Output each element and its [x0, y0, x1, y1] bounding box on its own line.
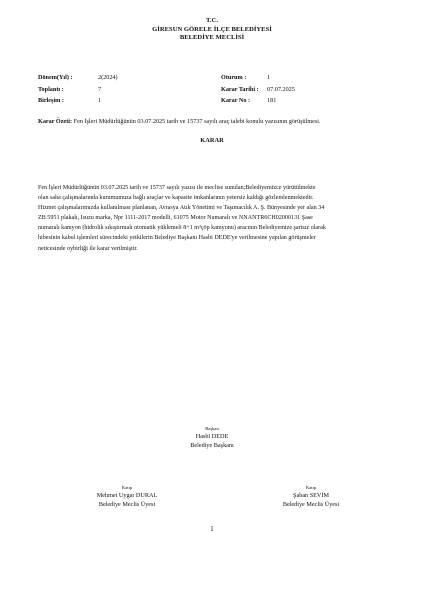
body-line: Fen İşleri Müdürlüğünün 03.07.2025 tarih ve 15737 sayılı yazısı ile meclise sunulan;Belediyemizce yürütülmekte	[38, 185, 316, 191]
signature-role: Katip	[305, 485, 317, 490]
meta-value-oturum: 1	[267, 74, 271, 81]
signature-name: Hasbi DEDE	[195, 433, 229, 440]
karar-ozeti-label: Karar Özeti:	[38, 118, 73, 125]
meta-value-karar-tarihi: 07.07.2025	[267, 85, 295, 93]
body-line: numaralı kamyon (hidrolik sıkıştırmalı otomatik yüklemeli 8+1 m³çöp kamyonu) aracının Belediyemize şartsız olarak	[38, 225, 326, 232]
karar-heading: KARAR	[200, 137, 224, 144]
page-number: 1	[210, 526, 214, 533]
meta-value-birlesim: 1	[98, 97, 102, 104]
body-line: neticesinde oybirliği ile karar verilmiştir.	[38, 245, 138, 252]
decision-body	[38, 183, 388, 254]
meta-label-karar-no: Karar No :	[221, 97, 251, 104]
meta-table	[38, 72, 378, 107]
signature-baskan	[162, 425, 262, 450]
meta-label-birlesim: Birleşim :	[38, 97, 64, 104]
signature-title: Belediye Meclis Üyesi	[98, 500, 156, 508]
signature-katip-1	[72, 484, 182, 509]
header-tc: T.C.	[206, 17, 218, 24]
body-line: Hizmet çalışmalarımızda kullanılması planlanan, Avrasya Atık Yönetimi ve Taşımacılık A. Ş. Bünyesinde yer alan 34	[38, 205, 325, 212]
body-line: olan saha çalışmalarında kurumumuza bağlı araçlar ve kapasite imkanlarının yetersiz kaldığı gözlemlenmektedir.	[38, 195, 314, 202]
meta-label-donem: Dönem(Yıl) :	[38, 74, 73, 81]
signature-name: Mehmet Uygar DURAL	[96, 492, 158, 499]
document-header	[0, 17, 424, 43]
body-line: hibesinin kabul işlemleri sürecindeki yetkilerin Belediye Başkanı Hasbi DEDE'ye verilmesine yapılan görüşmeler	[38, 235, 316, 242]
signature-role: Katip	[121, 485, 133, 490]
meta-label-karar-tarihi: Karar Tarihi :	[221, 85, 259, 93]
meta-row	[38, 84, 378, 96]
header-council: BELEDİYE MECLİSİ	[179, 34, 245, 42]
meta-row	[38, 95, 378, 107]
karar-ozeti	[38, 118, 321, 125]
signature-katip-2	[256, 484, 366, 509]
signature-name: Şaban SEVİM	[293, 492, 329, 499]
signature-title: Belediye Başkanı	[190, 441, 234, 449]
body-line: ZB 5951 plakalı, Isuzu marka, Npr 1111-2017 modelli, 61075 Motor Numaralı ve NNANTR6CH02000131 Şase	[38, 215, 313, 222]
karar-ozeti-text: Fen İşleri Müdürlüğünün 03.07.2025 tarih ve 15737 sayılı araç talebi konulu yazısının görüşülmesi.	[72, 118, 321, 125]
header-municipality: GİRESUN GÖRELE İLÇE BELEDİYESİ	[152, 25, 272, 33]
meta-label-toplanti: Toplantı :	[38, 85, 64, 93]
meta-value-donem: 2(2024)	[98, 74, 118, 81]
meta-label-oturum: Oturum :	[221, 74, 247, 81]
meta-value-toplanti: 7	[98, 85, 102, 93]
meta-value-karar-no: 181	[267, 97, 277, 104]
signature-title: Belediye Meclis Üyesi	[282, 500, 340, 508]
meta-row	[38, 72, 378, 84]
signature-role: Başkan	[205, 426, 219, 431]
